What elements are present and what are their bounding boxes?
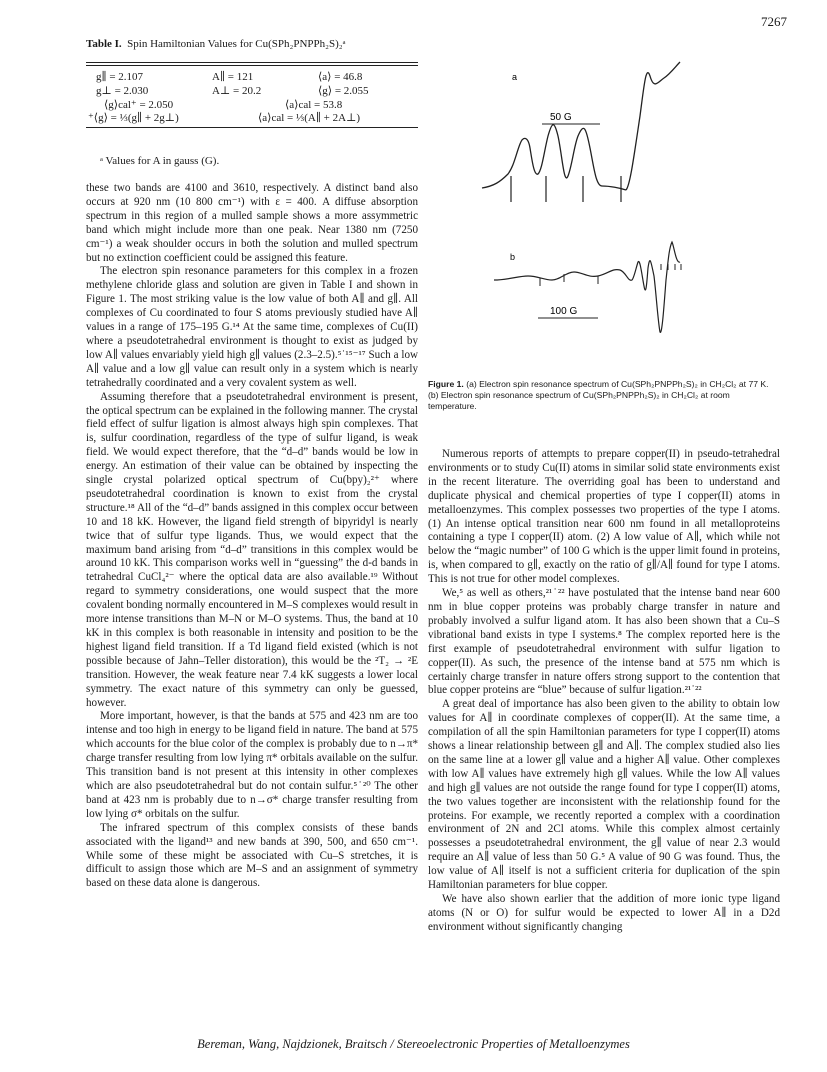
paragraph: Assuming therefore that a pseudotetrahedral environment is present, the optical spectrum can be explained in the following manner. The crystal field effect of sulfur ligation is almost always high spin complexes. That is, sulfur coordination, regardless of the type of sulfur ligand, is weak field. We would expect therefore, that the “d–d” bands would be low in energy. An estimation of their value can be obtained by inspecting the single crystal polarized optical spectrum of Cu(bpy)₂²⁺ where pseudotetrahedral coordination is known to exist from the crystal structure.¹⁸ All of the “d–d” bands assigned in this complex occur between 10 and 18 kK. However, the ligand field strength of bipyridyl is nearly twice that of sulfur type ligands. Thus, we would expect that the maximum band arising from “d–d” transitions in this complex would be around 10 kK. This comparison works well in “guessing” the d-d bands in tetrahedral CuCl₄²⁻ where the optical data are also available.¹⁹ Without regard to symmetry considerations, one would suspect that the more covalent bonding normally encountered in M–S complexes would result in more intense transitions than M–N or M–O systems. Thus, the band at 10 kK in this complex is both reasonable in intensity and position to be the highest ligand field transition. If a Td ligand field existed (which is not possible because of Jahn–Teller distoration), this would be the ²T₂ → ²E transition. However, the weak feature near 7.4 kK suggests a lower local symmetry. The exact nature of this symmetry can only be guessed, however. [86, 390, 418, 709]
scale-b-label: 100 G [550, 306, 578, 317]
right-column [428, 448, 780, 935]
paragraph: We,⁵ as well as others,²¹˙²² have postulated that the intense band near 600 nm in blue copper proteins was probably charge transfer in nature and probably involved a sulfur ligand atom. It has also been shown that a Cu–S vibrational band exists in type I systems.⁸ The complex reported here is the first example of pseudotetrahedral environment with sulfur ligation to copper(II). As such, the presence of the intense band at 575 nm which is certainly charge transfer in nature offers strong support to the contention that blue copper proteins are “blue” because of sulfur ligation.²¹˙²² [428, 587, 780, 697]
table-cell: ⟨a⟩ = 46.8 [318, 71, 363, 83]
spectrum-a-trace-end [626, 62, 680, 190]
table-top-rule-2 [86, 65, 418, 66]
paragraph: We have also shown earlier that the addition of more ionic type ligand atoms (N or O) for sulfur would be expected to lower A∥ in a D2d environment without significantly changing [428, 893, 780, 933]
table-cell: ⁺⟨g⟩ = ⅓(g∥ + 2g⊥) [88, 112, 179, 124]
table-cell: ⟨a⟩cal = ⅓(A∥ + 2A⊥) [258, 112, 361, 124]
table-label: Table I. [86, 38, 122, 50]
running-footer: Bereman, Wang, Najdzionek, Braitsch / Stereoelectronic Properties of Metalloenzymes [197, 1037, 630, 1051]
table-cell: ⟨a⟩cal = 53.8 [285, 99, 343, 111]
paragraph: More important, however, is that the bands at 575 and 423 nm are too intense and too high in energy to be ligand field in nature. The band at 575 which accounts for the blue color of the complex is probably due to n→π* charge transfer resulting from low lying π* orbitals available on the sulfur. This transition band is not present at this intensity in other complexes which are also pseudotetrahedral but do not contain sulfur.⁵˙²⁰ The other band at 423 nm is probably due to n→σ* charge transfer resulting from low lying σ* orbitals on the sulfur. [86, 710, 418, 820]
page-number: 7267 [761, 14, 787, 29]
table-top-rule [86, 62, 418, 63]
paragraph: these two bands are 4100 and 3610, respectively. A distinct band also occurs at 920 nm (10 800 cm⁻¹) with ε = 400. A diffuse absorption spectrum in this region of a mulled sample shows a more assymmetric band which might include more than one peak. Near 1380 nm (7250 cm⁻¹) a weak shoulder occurs in both the solution and mulled spectrum but no extinction coefficient could be assigned this feature. [86, 182, 418, 264]
table-cell: ⟨g⟩cal⁺ = 2.050 [104, 99, 174, 111]
caption-text: (a) Electron spin resonance spectrum of Cu(SPh₂PNPPh₂S)₂ in CH₂Cl₂ at 77 K. (b) Electron spin resonance spectrum of Cu(SPh₂PNPPh₂S)₂ in CH₂Cl₂ at room temperature. [428, 379, 769, 411]
table-cell: A⊥ = 20.2 [212, 85, 262, 97]
paragraph: The electron spin resonance parameters for this complex in a frozen methylene chloride glass and solution are given in Table I and shown in Figure 1. The most striking value is the low value of both A∥ and g∥. All complexes of Cu coordinated to four S atoms previously studied have A∥ values in a range of 175–195 G.¹⁴ At the same time, complexes of Cu(II) where a pseudotetrahedral environment is thought to exist as judged by low A∥ values envariably yield high g∥ values (2.3–2.5).⁵˙¹⁵⁻¹⁷ Such a low A∥ value and a low g∥ value can result only in a system which is nearly tetrahedrally coordinated and a very covalent system as well. [86, 265, 418, 389]
table-title [86, 38, 346, 50]
spectrum-b-trace [494, 242, 680, 332]
table-cell: A∥ = 121 [212, 71, 254, 83]
figure-label-a: a [512, 72, 518, 82]
paragraph: The infrared spectrum of this complex consists of these bands associated with the ligand¹³ and new bands at 390, 500, and 650 cm⁻¹. While some of these might be associated with Cu–S stretches, it is difficult to assign those which are M–S and an assignment of symmetry based on these data alone is dangerous. [86, 821, 418, 890]
table-cell: ⟨g⟩ = 2.055 [318, 85, 369, 97]
figure-caption [428, 379, 780, 412]
table-cell: g∥ = 2.107 [96, 71, 144, 83]
scale-a-label: 50 G [550, 112, 572, 123]
paragraph: A great deal of importance has also been given to the ability to obtain low values for A∥ in coordinate complexes of copper(II). At the same time, a compilation of all the spin Hamiltonian parameters for type I copper(II) atoms shows a linear relationship between g∥ and A∥. The complex studied also lies on the same line at a lower g∥ value and a higher A∥ value. Other complexes with low A∥ values have extremely high g∥ values. While the low A∥ values and high g∥ values are not outside the range found for type I copper(II) atoms, the two values together are inconsistent with the relationship found for the proteins. For example, we recently reported a complex with a coordination environment of 2N and 2Cl atoms. While this complex almost certainly possesses a pseudotetrahedral environment, the g∥ value of near 2.3 would require an A∥ value of less than 50 G.⁵ A value of 90 G was found. Thus, the low value of A∥ itself is not a sufficient criteria for duplication of the spin Hamiltonian parameters for blue copper. [428, 698, 780, 892]
left-column [86, 182, 418, 891]
table-title-text: Spin Hamiltonian Values for Cu(SPh₂PNPPh₂S)₂ᵃ [127, 38, 346, 50]
table-bottom-rule [86, 127, 418, 128]
table-cell: g⊥ = 2.030 [96, 85, 149, 97]
spectrum-a-trace [482, 125, 626, 190]
table-footnote: ᵃ Values for A in gauss (G). [100, 155, 220, 167]
figure-label-b: b [510, 252, 516, 262]
caption-label: Figure 1. [428, 379, 464, 389]
esr-spectra-figure [428, 36, 788, 376]
paragraph: Numerous reports of attempts to prepare copper(II) in pseudo-tetrahedral environments or to study Cu(II) atoms in similar solid state environments exist in the recent literature. The overriding goal has been to understand and duplicate physical and chemical properties of type I copper(II) atoms in metalloenzymes. This complex possesses two properties of the type I atoms. (1) An intense optical transition near 600 nm found in all metalloproteins containing a type I copper(II) atom. (2) A low value of A∥, which while not below the “magic number” of 100 G which is the upper limit found in proteins, is, when compared to g∥, exactly on the ratio of g∥/A∥ found for type I atoms. This is not true for other model complexes. [428, 448, 780, 586]
